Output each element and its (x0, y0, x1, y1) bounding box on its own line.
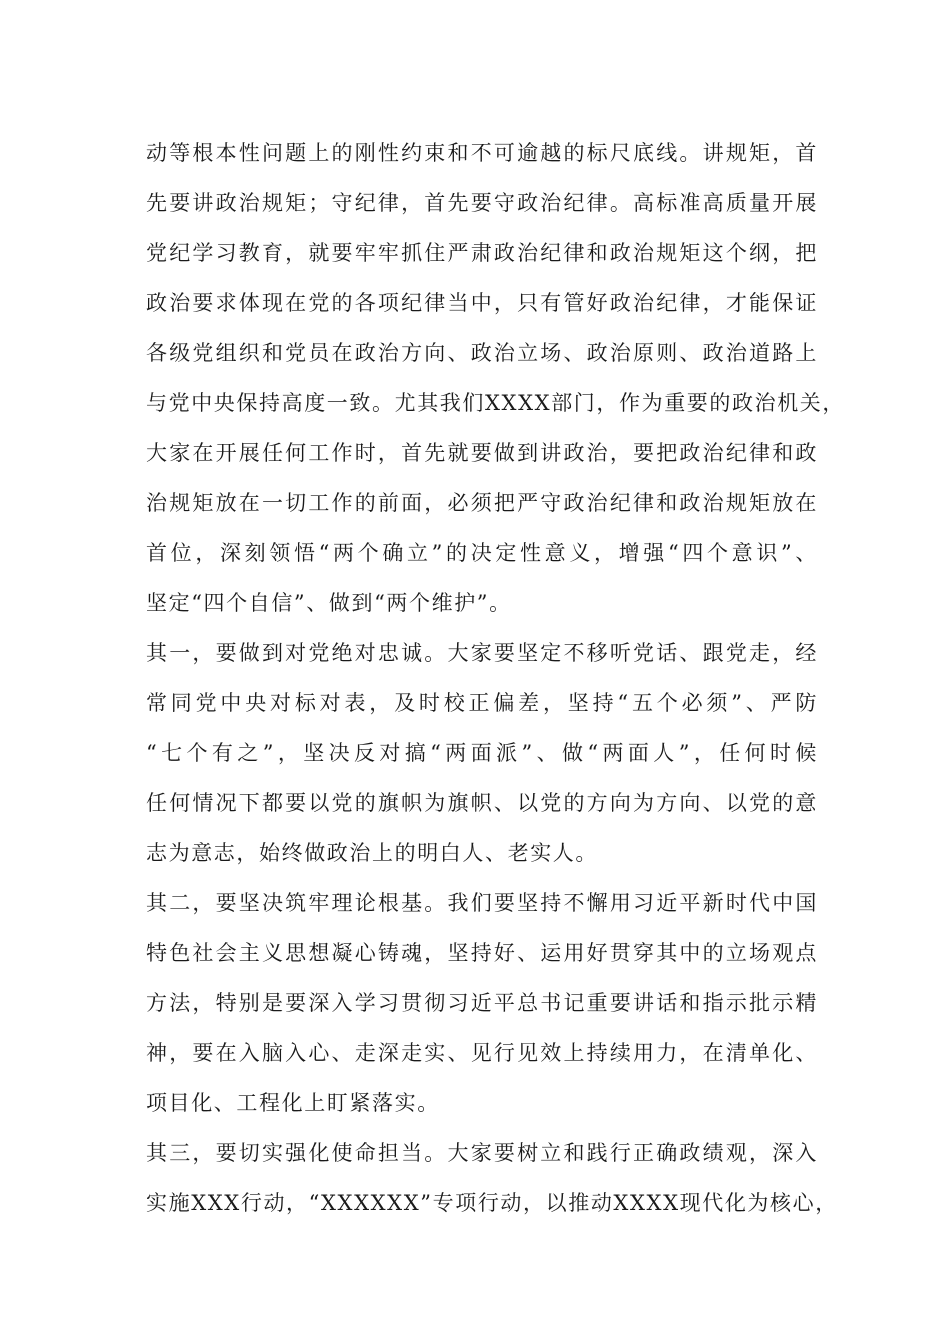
text-line: “七个有之”，坚决反对搞“两面派”、做“两面人”，任何时候 (146, 741, 818, 765)
text-line: 神，要在入脑入心、走深走实、见行见效上持续用力，在清单化、 (146, 1041, 818, 1065)
text-line: 特色社会主义思想凝心铸魂，坚持好、运用好贯穿其中的立场观点 (146, 941, 818, 965)
text-line: 政治要求体现在党的各项纪律当中，只有管好政治纪律，才能保证 (146, 291, 818, 315)
text-line: 与党中央保持高度一致。尤其我们XXXX部门，作为重要的政治机关， (146, 391, 845, 415)
text-line: 常同党中央对标对表，及时校正偏差，坚持“五个必须”、严防 (146, 691, 818, 715)
text-line: 坚定“四个自信”、做到“两个维护”。 (146, 591, 512, 615)
text-line: 项目化、工程化上盯紧落实。 (146, 1091, 440, 1115)
text-line: 实施XXX行动，“XXXXXX”专项行动，以推动XXXX现代化为核心， (146, 1191, 838, 1215)
text-line: 动等根本性问题上的刚性约束和不可逾越的标尺底线。讲规矩，首 (146, 141, 818, 165)
body-text (146, 128, 845, 1228)
text-line: 任何情况下都要以党的旗帜为旗帜、以党的方向为方向、以党的意 (146, 791, 818, 815)
text-line: 其三，要切实强化使命担当。大家要树立和践行正确政绩观，深入 (146, 1141, 818, 1165)
text-line: 志为意志，始终做政治上的明白人、老实人。 (146, 841, 598, 865)
text-line: 其二，要坚决筑牢理论根基。我们要坚持不懈用习近平新时代中国 (146, 891, 818, 915)
text-line: 先要讲政治规矩；守纪律，首先要守政治纪律。高标准高质量开展 (146, 191, 818, 215)
text-line: 治规矩放在一切工作的前面，必须把严守政治纪律和政治规矩放在 (146, 491, 818, 515)
text-line: 方法，特别是要深入学习贯彻习近平总书记重要讲话和指示批示精 (146, 991, 818, 1015)
text-line: 首位，深刻领悟“两个确立”的决定性意义，增强“四个意识”、 (146, 541, 818, 565)
text-line: 党纪学习教育，就要牢牢抓住严肃政治纪律和政治规矩这个纲，把 (146, 241, 818, 265)
text-line: 大家在开展任何工作时，首先就要做到讲政治，要把政治纪律和政 (146, 441, 818, 465)
text-line: 其一，要做到对党绝对忠诚。大家要坚定不移听党话、跟党走，经 (146, 641, 818, 665)
text-line: 各级党组织和党员在政治方向、政治立场、政治原则、政治道路上 (146, 341, 818, 365)
